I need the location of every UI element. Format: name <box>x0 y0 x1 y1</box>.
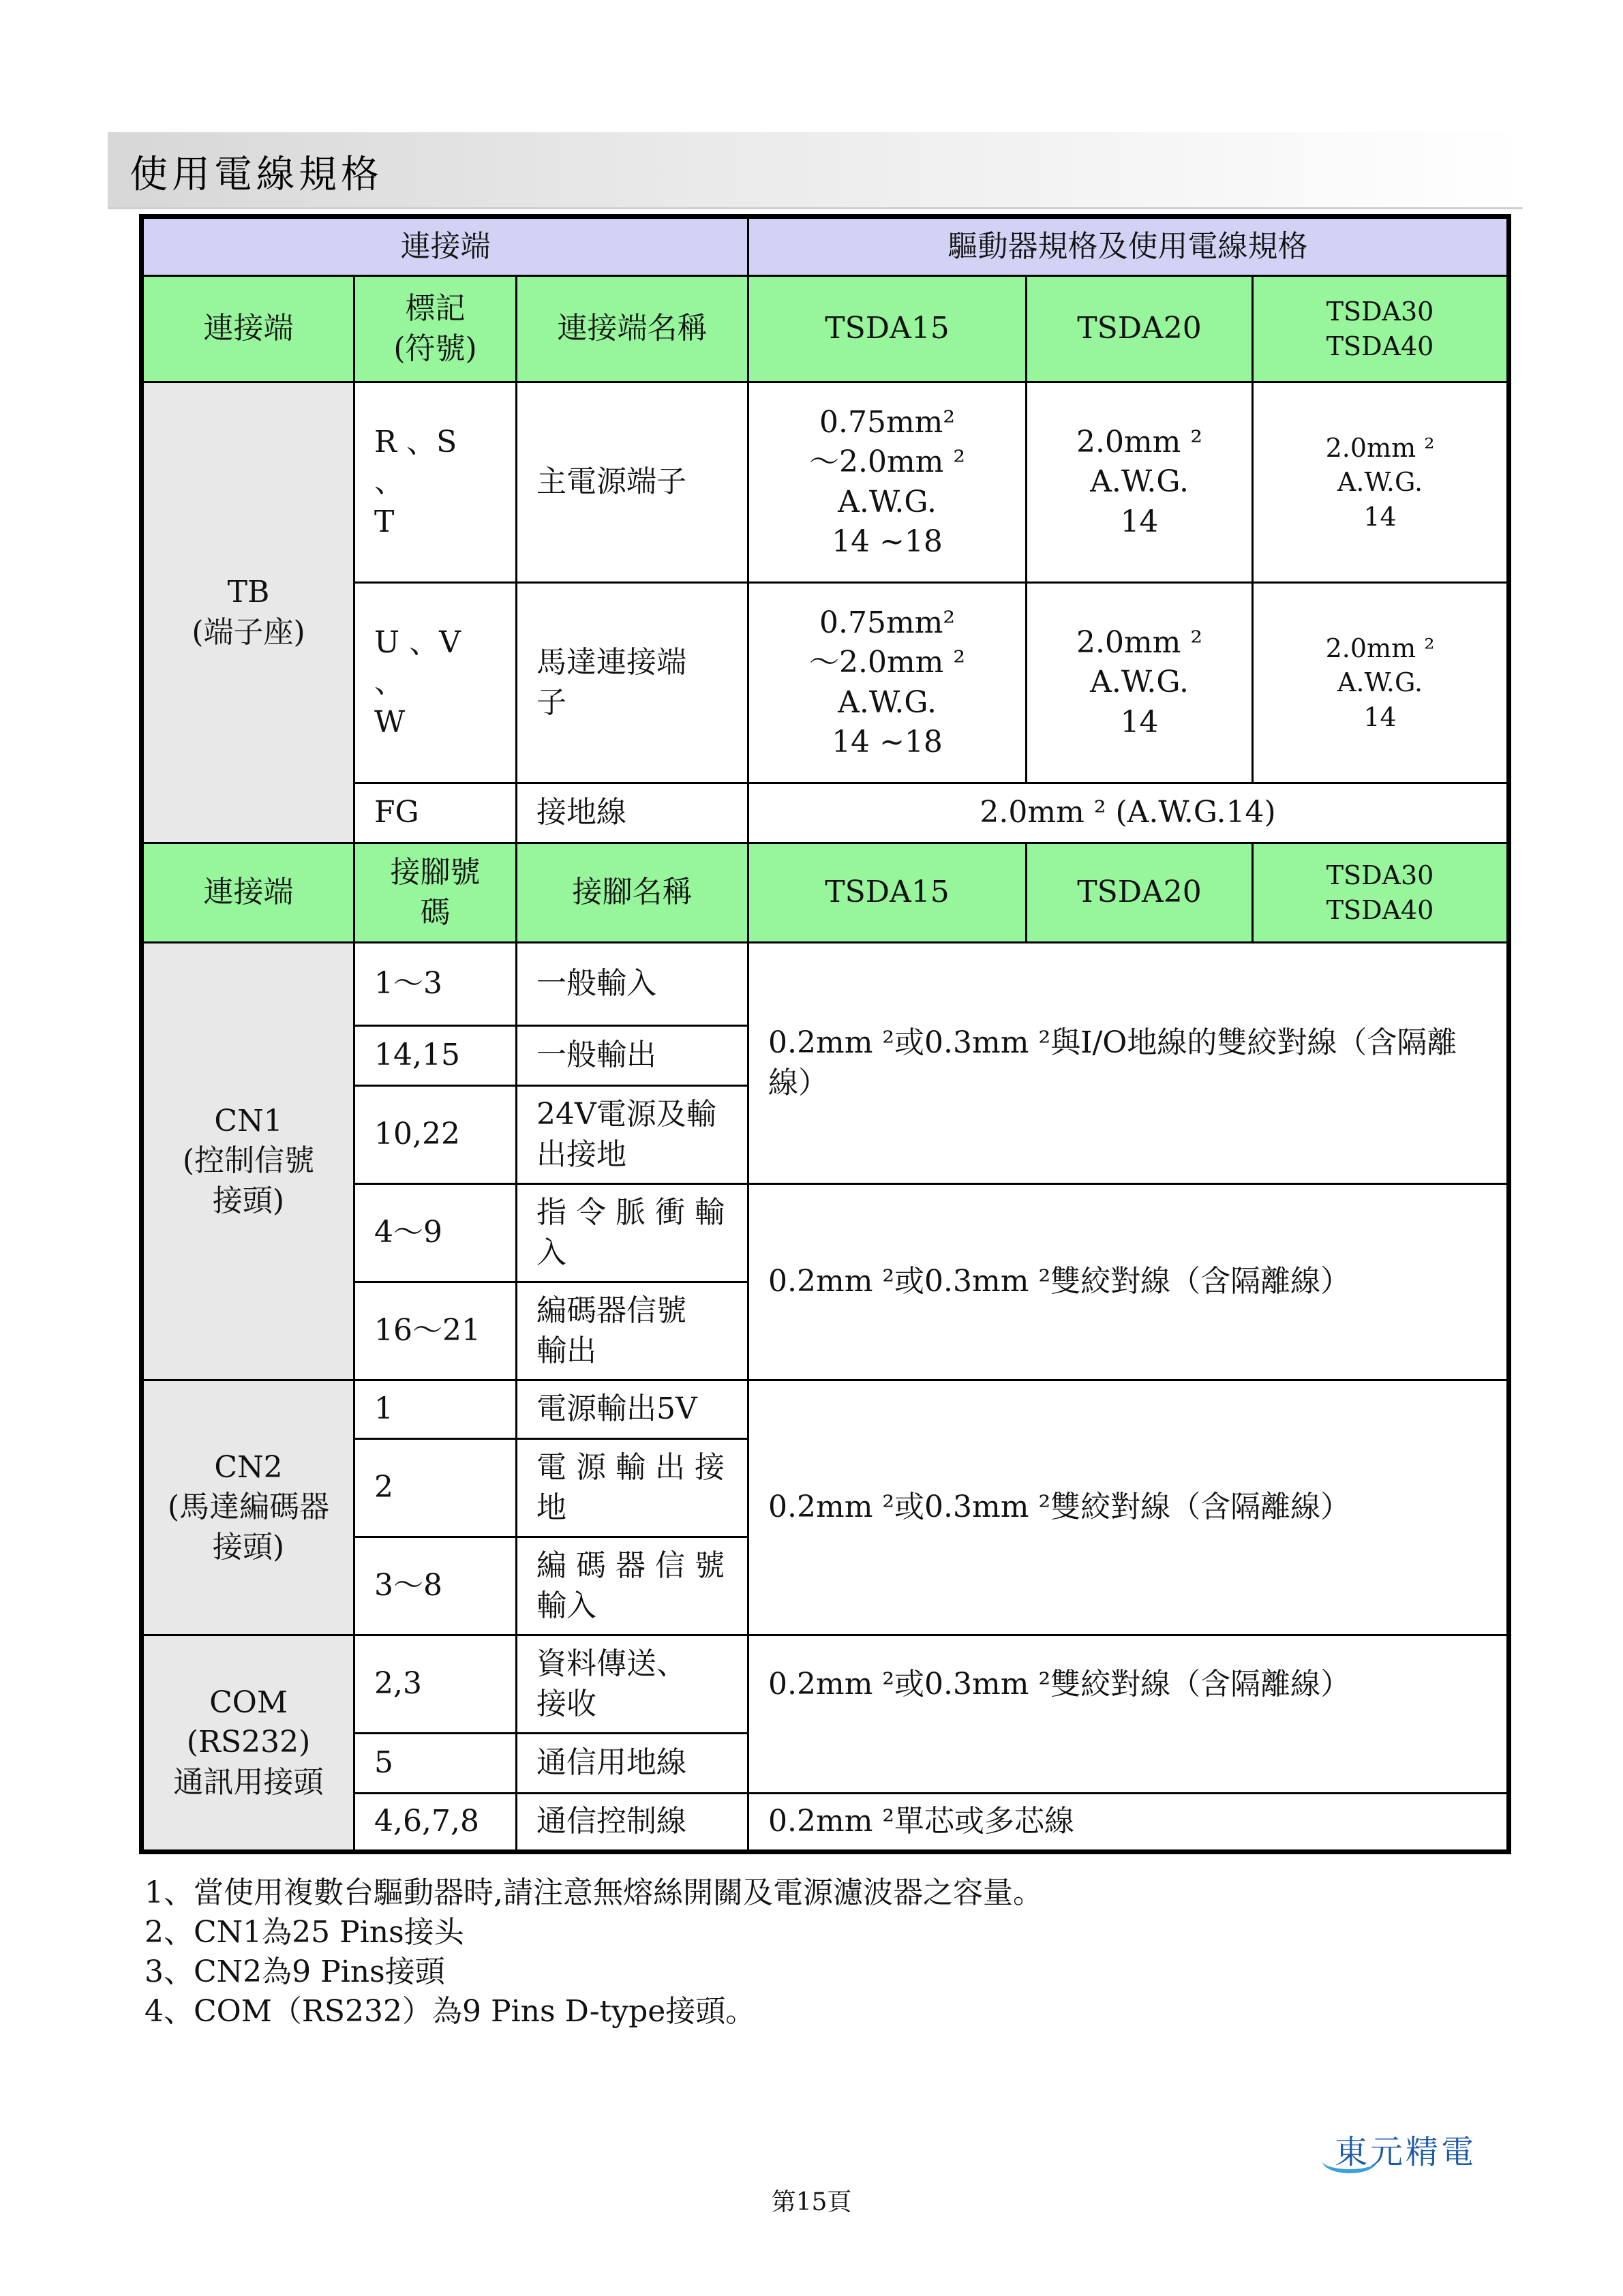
name-line1: 馬達連接端 <box>536 645 686 680</box>
col-tsda40: TSDA40 <box>1326 331 1434 361</box>
section-cn2-line2: (馬達編碼器 <box>167 1490 330 1525</box>
spec-line: ～2.0mm ² <box>808 444 966 480</box>
name-line2: 輸入 <box>536 1588 596 1623</box>
col-connector-name: 連接端名稱 <box>517 276 748 382</box>
spec-line: 0.75mm² <box>819 405 956 440</box>
pin-number: 3～8 <box>354 1537 517 1635</box>
pin-name <box>517 1184 748 1282</box>
pin-name <box>517 1086 748 1184</box>
col-pin-number <box>354 843 517 943</box>
table-row <box>142 1635 1509 1734</box>
spec-uvw-tsda30 <box>1253 583 1509 783</box>
spec-rst-tsda30 <box>1253 382 1509 583</box>
col-tsda40: TSDA40 <box>1326 894 1434 925</box>
header-group-right: 驅動器規格及使用電線規格 <box>748 217 1509 276</box>
col-tsda20: TSDA20 <box>1027 276 1253 382</box>
col-pin-line2: 碼 <box>420 894 451 930</box>
pin-number: 2,3 <box>354 1635 517 1734</box>
title-bar <box>108 132 1523 209</box>
pin-number: 1 <box>354 1380 517 1439</box>
col-mark <box>354 276 517 382</box>
col-tsda15: TSDA15 <box>748 843 1027 943</box>
section-cn2 <box>142 1380 354 1635</box>
spec-cn1-io <box>748 943 1509 1184</box>
table-row <box>142 943 1509 1026</box>
spec-rst-tsda15 <box>748 382 1027 583</box>
pin-number: 16～21 <box>354 1282 517 1380</box>
spec-line: 2.0mm ² <box>1325 433 1435 464</box>
spec-com-control: 0.2mm ²單芯或多芯線 <box>748 1794 1509 1852</box>
spec-line: 14 <box>1120 504 1159 539</box>
table-row <box>142 1380 1509 1439</box>
mark-rst <box>354 382 517 583</box>
spec-line: 14 <box>1120 704 1159 740</box>
spec-line: A.W.G. <box>1337 667 1423 698</box>
col-tsda20: TSDA20 <box>1027 843 1253 943</box>
section-cn1 <box>142 943 354 1380</box>
mark-fg: FG <box>354 783 517 843</box>
section-tb-line1: TB <box>227 575 270 610</box>
subheader-row <box>142 276 1509 382</box>
note-item: 1、當使用複數台驅動器時,請注意無熔絲開關及電源濾波器之容量。 <box>145 1875 1043 1910</box>
spec-line: A.W.G. <box>1090 464 1189 500</box>
name-ground: 接地線 <box>517 783 748 843</box>
name-line1: 編碼器信號 <box>536 1293 686 1329</box>
name-line1: 電 源 輸 出 接 <box>536 1450 725 1485</box>
section-com <box>142 1635 354 1852</box>
spec-line: ～2.0mm ² <box>808 645 966 680</box>
section-com-line3: 通訊用接頭 <box>173 1764 324 1800</box>
col-tsda30-40 <box>1253 276 1509 382</box>
spec-line: A.W.G. <box>1090 665 1189 700</box>
col-tsda30-40 <box>1253 843 1509 943</box>
pin-name <box>517 1439 748 1537</box>
spec-cn1-pulse: 0.2mm ²或0.3mm ²雙絞對線（含隔離線） <box>748 1184 1509 1380</box>
section-cn2-line1: CN2 <box>214 1450 283 1485</box>
pin-name <box>517 1282 748 1380</box>
page-title: 使用電線規格 <box>130 153 383 197</box>
pin-number: 2 <box>354 1439 517 1537</box>
spec-line: A.W.G. <box>1337 467 1423 498</box>
page-number: 第15頁 <box>771 2188 852 2216</box>
name-line2: 輸出 <box>536 1333 596 1368</box>
notes <box>145 1873 1043 2031</box>
spec-line: 0.2mm ²或0.3mm ²與I/O地線的雙絞對線（含隔離 <box>768 1025 1457 1061</box>
col-tsda30: TSDA30 <box>1326 297 1434 327</box>
mark-rst-line2: T <box>374 504 395 539</box>
col-pin-line1: 接腳號 <box>390 855 481 890</box>
name-motor-terminal <box>517 583 748 783</box>
spec-line: 14 <box>1363 501 1397 532</box>
note-item: 3、CN2為9 Pins接頭 <box>145 1954 445 1989</box>
name-line1: 編 碼 器 信 號 <box>536 1548 725 1584</box>
name-line1: 24V電源及輸 <box>536 1097 716 1132</box>
spec-line: 線） <box>768 1065 829 1100</box>
spec-uvw-tsda15 <box>748 583 1027 783</box>
spec-com-data: 0.2mm ²或0.3mm ²雙絞對線（含隔離線） <box>748 1635 1509 1794</box>
spec-line: 0.75mm² <box>819 605 956 641</box>
spec-line: A.W.G. <box>838 684 937 720</box>
section-com-line2: (RS232) <box>186 1725 311 1760</box>
section-com-line1: COM <box>209 1685 288 1721</box>
col-pin-name: 接腳名稱 <box>517 843 748 943</box>
name-line2: 入 <box>536 1235 566 1270</box>
section-cn1-line3: 接頭) <box>212 1183 285 1218</box>
section-cn1-line2: (控制信號 <box>182 1143 315 1179</box>
section-cn1-line1: CN1 <box>214 1104 283 1139</box>
spec-line: 2.0mm ² <box>1076 625 1203 661</box>
name-main-power: 主電源端子 <box>517 382 748 583</box>
pin-name: 電源輸出5V <box>517 1380 748 1439</box>
section-tb-line2: (端子座) <box>192 614 305 650</box>
spec-line: 2.0mm ² <box>1076 425 1203 460</box>
name-line1: 資料傳送、 <box>536 1646 686 1682</box>
name-line2: 出接地 <box>536 1136 626 1172</box>
note-item: 4、COM（RS232）為9 Pins D-type接頭。 <box>145 1994 756 2029</box>
spec-line: 2.0mm ² <box>1325 633 1435 664</box>
header-group-left: 連接端 <box>142 217 748 276</box>
wire-spec-table <box>139 214 1511 1854</box>
mark-rst-line1: R 、S 、 <box>374 425 457 500</box>
note-item: 2、CN1為25 Pins接头 <box>145 1915 464 1950</box>
name-line2: 接收 <box>536 1686 596 1721</box>
pin-number: 14,15 <box>354 1026 517 1086</box>
table-row <box>142 382 1509 583</box>
col-mark-line2: (符號) <box>393 331 477 366</box>
name-line2: 子 <box>536 684 566 720</box>
spec-line: A.W.G. <box>838 484 937 519</box>
col-tsda30: TSDA30 <box>1326 860 1434 891</box>
pin-name: 一般輸入 <box>517 943 748 1026</box>
mark-uvw <box>354 583 517 783</box>
spec-cn2: 0.2mm ²或0.3mm ²雙絞對線（含隔離線） <box>748 1380 1509 1635</box>
pin-name: 一般輸出 <box>517 1026 748 1086</box>
pin-number: 4～9 <box>354 1184 517 1282</box>
col-tsda15: TSDA15 <box>748 276 1027 382</box>
pin-name: 通信用地線 <box>517 1734 748 1794</box>
col-connector: 連接端 <box>142 276 354 382</box>
spec-uvw-tsda20 <box>1027 583 1253 783</box>
pin-name <box>517 1537 748 1635</box>
pin-number: 1～3 <box>354 943 517 1026</box>
col-connector: 連接端 <box>142 843 354 943</box>
mark-uvw-line2: W <box>374 704 406 740</box>
spec-fg: 2.0mm ² (A.W.G.14) <box>748 783 1509 843</box>
pin-number: 10,22 <box>354 1086 517 1184</box>
spec-line: 14 <box>1363 701 1397 732</box>
company-logo: 東元精電 <box>1335 2133 1477 2171</box>
spec-rst-tsda20 <box>1027 382 1253 583</box>
pin-number: 4,6,7,8 <box>354 1794 517 1852</box>
subheader-row <box>142 843 1509 943</box>
spec-line: 14 ~18 <box>832 724 943 759</box>
pin-number: 5 <box>354 1734 517 1794</box>
name-line2: 地 <box>536 1490 566 1525</box>
col-mark-line1: 標記 <box>405 291 466 327</box>
header-row <box>142 217 1509 276</box>
pin-name <box>517 1635 748 1734</box>
section-tb <box>142 382 354 843</box>
section-cn2-line3: 接頭) <box>212 1529 285 1565</box>
pin-name: 通信控制線 <box>517 1794 748 1852</box>
name-line1: 指 令 脈 衝 輸 <box>536 1195 725 1230</box>
mark-uvw-line1: U 、V 、 <box>374 625 461 700</box>
spec-line: 14 ~18 <box>832 524 943 559</box>
